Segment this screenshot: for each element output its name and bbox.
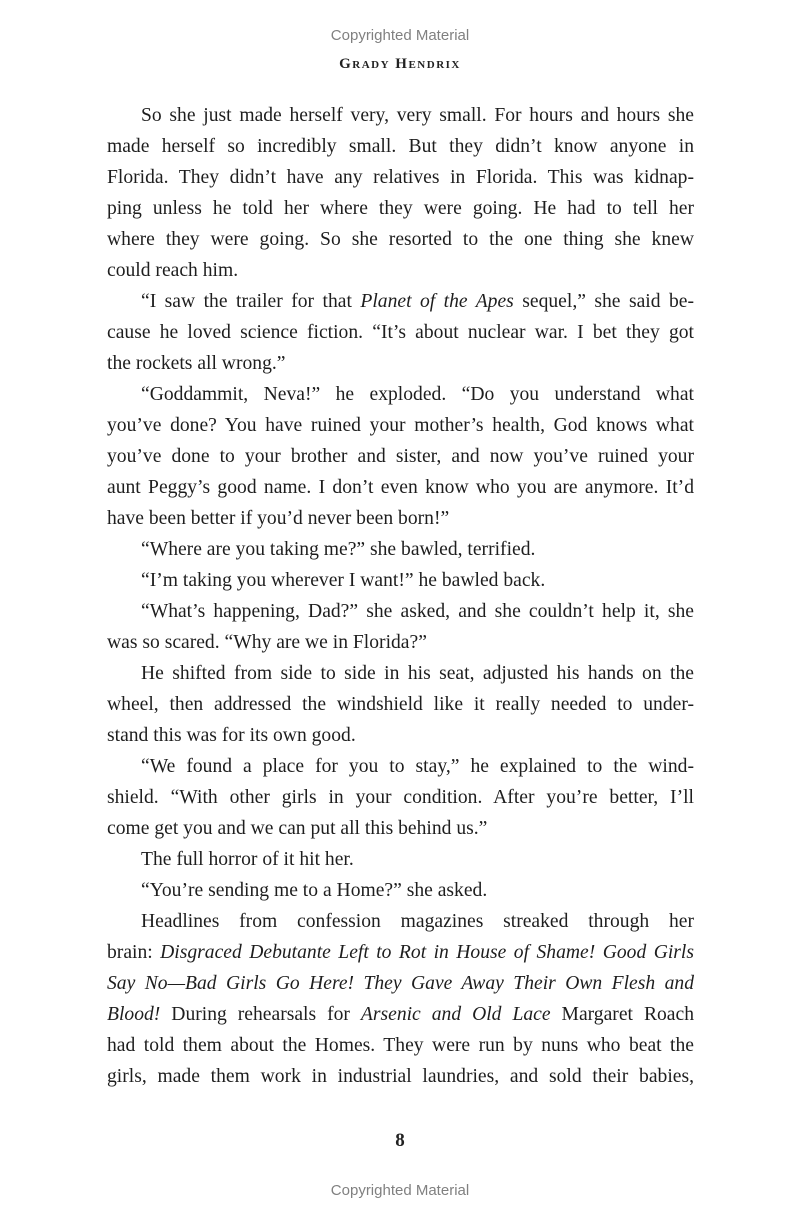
paragraph [107,565,694,596]
text-run: Florida. They didn’t have any relatives in Florida. This was kidnap- [107,167,694,188]
text-line [107,906,694,937]
text-run: ping unless he told her where they were going. He had to tell her [107,198,694,219]
text-run: you’ve done to your brother and sister, and now you’ve ruined your [107,446,694,467]
text-run: So she just made herself very, very small. For hours and hours she [141,105,694,126]
text-run: “Goddammit, Neva!” he exploded. “Do you understand what [141,384,694,405]
text-run: was so scared. “Why are we in Florida?” [107,632,427,653]
text-run: had told them about the Homes. They were run by nuns who beat the [107,1035,694,1056]
paragraph [107,100,694,286]
italic-text: Arsenic and Old Lace [360,1004,551,1025]
text-line [107,782,694,813]
text-run: “You’re sending me to a Home?” she asked. [141,880,488,901]
text-run: Margaret Roach [550,1004,694,1025]
text-line [107,596,694,627]
paragraph [107,379,694,534]
text-run: The full horror of it hit her. [141,849,354,870]
text-run: brain: [107,942,161,963]
text-run: “I saw the trailer for that [141,291,361,312]
text-run: cause he loved science fiction. “It’s about nuclear war. I bet they got [107,322,694,343]
paragraph [107,844,694,875]
text-line [107,100,694,131]
running-head-author: Grady Hendrix [339,56,461,72]
paragraph [107,534,694,565]
text-line [107,503,694,534]
italic-text: Planet of the Apes [360,291,514,312]
text-run: He shifted from side to side in his seat, adjusted his hands on the [141,663,694,684]
text-run: have been better if you’d never been born!” [107,508,450,529]
text-run: come get you and we can put all this behind us.” [107,818,488,839]
text-run: sequel,” she said be- [513,291,694,312]
text-line [107,1061,694,1092]
text-line [107,348,694,379]
text-line [107,379,694,410]
body-text [107,100,694,1092]
paragraph [107,658,694,751]
paragraph [107,751,694,844]
text-run: aunt Peggy’s good name. I don’t even know who you are anymore. It’d [107,477,694,498]
text-line [107,410,694,441]
page-number: 8 [395,1130,405,1151]
text-run: shield. “With other girls in your condition. After you’re better, I’ll [107,787,694,808]
text-run: “Where are you taking me?” she bawled, terrified. [141,539,536,560]
text-line [107,255,694,286]
text-line [107,162,694,193]
text-run: the rockets all wrong.” [107,353,286,374]
text-line [107,937,694,968]
text-line [107,193,694,224]
text-run: stand this was for its own good. [107,725,356,746]
text-run: “We found a place for you to stay,” he explained to the wind- [141,756,694,777]
text-line [107,224,694,255]
text-run: During rehearsals for [160,1004,361,1025]
text-run: girls, made them work in industrial laundries, and sold their babies, [107,1066,694,1087]
italic-text: Say No—Bad Girls Go Here! They Gave Away Their Own Flesh and [107,973,694,994]
copyright-watermark-top: Copyrighted Material [330,27,470,44]
text-run: could reach him. [107,260,239,281]
text-run: wheel, then addressed the windshield like it really needed to under- [107,694,694,715]
text-run: “What’s happening, Dad?” she asked, and she couldn’t help it, she [141,601,694,622]
text-run: where they were going. So she resorted to the one thing she knew [107,229,694,250]
text-line [107,286,694,317]
text-line [107,131,694,162]
text-line [107,844,694,875]
text-line [107,999,694,1030]
text-line [107,658,694,689]
text-line [107,751,694,782]
text-run: you’ve done? You have ruined your mother’s health, God knows what [107,415,694,436]
text-run: Headlines from confession magazines streaked through her [141,911,694,932]
text-run: “I’m taking you wherever I want!” he bawled back. [141,570,546,591]
paragraph [107,596,694,658]
text-line [107,565,694,596]
text-run: made herself so incredibly small. But they didn’t know anyone in [107,136,694,157]
text-line [107,813,694,844]
italic-text: Blood! [107,1004,161,1025]
paragraph [107,286,694,379]
text-line [107,627,694,658]
text-line [107,720,694,751]
text-line [107,1030,694,1061]
italic-text: Disgraced Debutante Left to Rot in House of Shame! Good Girls [160,942,694,963]
paragraph [107,875,694,906]
text-line [107,875,694,906]
text-line [107,534,694,565]
text-line [107,317,694,348]
text-line [107,968,694,999]
text-line [107,689,694,720]
copyright-watermark-bottom: Copyrighted Material [330,1182,470,1199]
paragraph [107,906,694,1092]
text-line [107,472,694,503]
text-line [107,441,694,472]
